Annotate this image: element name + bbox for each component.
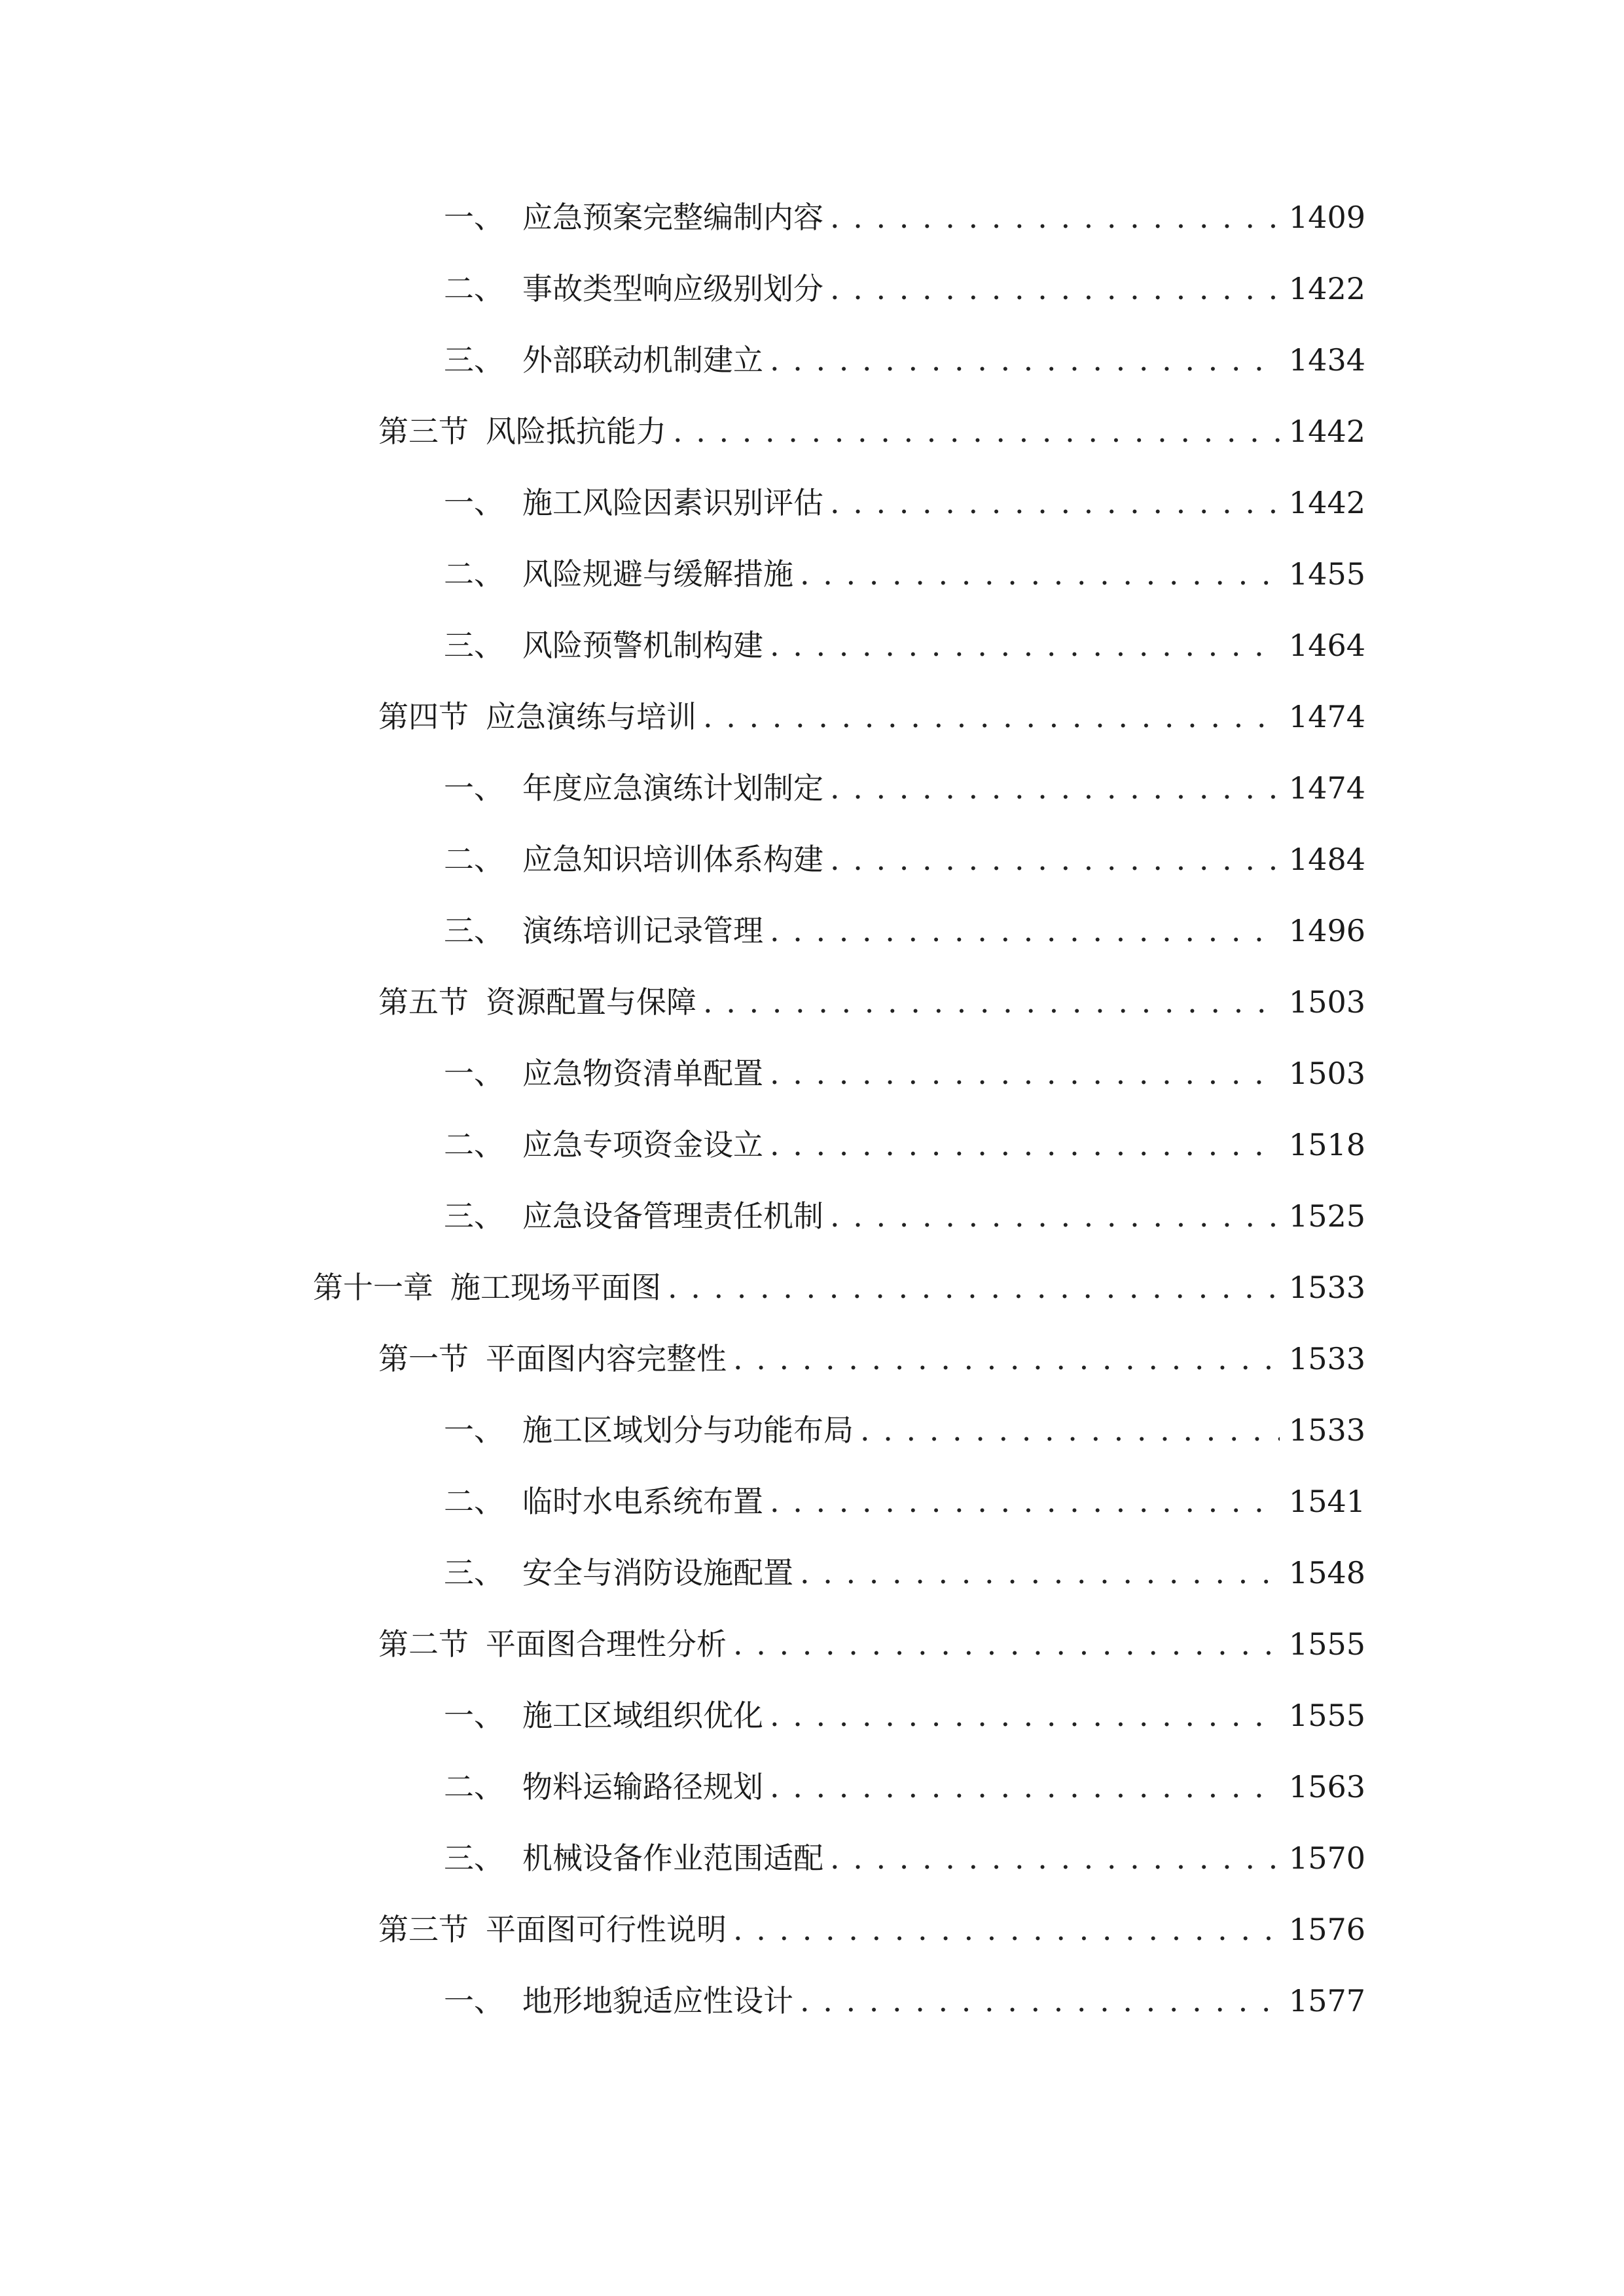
- toc-entry-page: 1484: [1288, 842, 1365, 877]
- toc-entry-page: 1455: [1288, 556, 1365, 592]
- toc-entry[interactable]: [444, 1404, 1365, 1456]
- toc-entry-title: 物料运输路径规划: [522, 1769, 763, 1804]
- toc-entry-number: 一、: [444, 1698, 504, 1733]
- toc-entry-page: 1533: [1288, 1341, 1365, 1376]
- toc-entry-page: 1577: [1288, 1983, 1365, 2018]
- toc-leader-dots: [800, 548, 1280, 600]
- toc-entry-title: 资源配置与保障: [486, 984, 696, 1020]
- toc-leader-dots: [830, 476, 1280, 529]
- toc-entry[interactable]: [313, 1261, 1365, 1314]
- toc-entry[interactable]: [444, 833, 1365, 886]
- toc-entry[interactable]: [444, 1119, 1365, 1171]
- toc-entry-page: 1464: [1288, 628, 1365, 663]
- toc-leader-dots: [770, 1475, 1280, 1528]
- toc-entry-title: 施工区域划分与功能布局: [522, 1412, 854, 1448]
- toc-entry-number: 三、: [444, 342, 504, 378]
- toc-leader-dots: [703, 691, 1280, 743]
- toc-entry-title: 应急预案完整编制内容: [522, 200, 823, 235]
- toc-entry-page: 1434: [1288, 342, 1365, 378]
- toc-leader-dots: [770, 905, 1280, 957]
- toc-entry-page: 1442: [1288, 414, 1365, 449]
- toc-entry-title: 临时水电系统布置: [522, 1484, 763, 1519]
- toc-leader-dots: [830, 191, 1280, 243]
- toc-entry-page: 1576: [1288, 1912, 1365, 1947]
- toc-entry-title: 风险抵抗能力: [486, 414, 666, 449]
- toc-entry[interactable]: [444, 1689, 1365, 1742]
- toc-entry-number: 三、: [444, 628, 504, 663]
- toc-entry-title: 应急物资清单配置: [522, 1056, 763, 1091]
- toc-leader-dots: [733, 1903, 1280, 1956]
- toc-entry-title: 平面图合理性分析: [486, 1626, 727, 1662]
- toc-entry-number: 一、: [444, 1056, 504, 1091]
- toc-entry[interactable]: [444, 191, 1365, 243]
- toc-entry-page: 1442: [1288, 485, 1365, 520]
- toc-entry[interactable]: [378, 1903, 1365, 1956]
- toc-entry-page: 1422: [1288, 271, 1365, 306]
- toc-entry-page: 1541: [1288, 1484, 1365, 1519]
- toc-entry-title: 应急演练与培训: [486, 699, 696, 734]
- toc-entry-number: 第三节: [378, 1912, 469, 1947]
- toc-leader-dots: [770, 1119, 1280, 1171]
- toc-entry-number: 三、: [444, 1555, 504, 1590]
- toc-entry-number: 第五节: [378, 984, 469, 1020]
- toc-entry-page: 1570: [1288, 1840, 1365, 1876]
- toc-entry[interactable]: [444, 1190, 1365, 1242]
- toc-entry-title: 风险预警机制构建: [522, 628, 763, 663]
- toc-entry-page: 1525: [1288, 1198, 1365, 1234]
- toc-entry-title: 施工风险因素识别评估: [522, 485, 823, 520]
- toc-entry-title: 风险规避与缓解措施: [522, 556, 793, 592]
- toc-entry-title: 事故类型响应级别划分: [522, 271, 823, 306]
- toc-entry[interactable]: [444, 1832, 1365, 1884]
- toc-entry-title: 安全与消防设施配置: [522, 1555, 793, 1590]
- toc-entry[interactable]: [444, 476, 1365, 529]
- toc-entry-page: 1555: [1288, 1698, 1365, 1733]
- toc-entry-page: 1563: [1288, 1769, 1365, 1804]
- toc-entry-number: 二、: [444, 1484, 504, 1519]
- toc-entry-title: 年度应急演练计划制定: [522, 770, 823, 806]
- toc-entry-number: 一、: [444, 770, 504, 806]
- toc-entry[interactable]: [444, 334, 1365, 386]
- toc-entry-number: 第一节: [378, 1341, 469, 1376]
- toc-entry-number: 第三节: [378, 414, 469, 449]
- toc-entry-title: 机械设备作业范围适配: [522, 1840, 823, 1876]
- toc-entry[interactable]: [444, 1761, 1365, 1813]
- toc-entry-title: 应急知识培训体系构建: [522, 842, 823, 877]
- toc-entry-number: 二、: [444, 842, 504, 877]
- toc-entry-title: 施工现场平面图: [450, 1270, 661, 1305]
- toc-leader-dots: [733, 1333, 1280, 1385]
- toc-entry[interactable]: [444, 1547, 1365, 1599]
- toc-entry[interactable]: [444, 1975, 1365, 2027]
- toc-leader-dots: [770, 1047, 1280, 1100]
- toc-entry-number: 第二节: [378, 1626, 469, 1662]
- toc-entry-page: 1503: [1288, 984, 1365, 1020]
- toc-leader-dots: [770, 334, 1280, 386]
- toc-entry-page: 1533: [1288, 1412, 1365, 1448]
- toc-leader-dots: [668, 1261, 1280, 1314]
- toc-entry-number: 二、: [444, 1127, 504, 1162]
- toc-entry-title: 平面图可行性说明: [486, 1912, 727, 1947]
- toc-entry-page: 1496: [1288, 913, 1365, 948]
- toc-entry-page: 1555: [1288, 1626, 1365, 1662]
- toc-entry[interactable]: [444, 1047, 1365, 1100]
- toc-leader-dots: [830, 833, 1280, 886]
- toc-entry-number: 二、: [444, 271, 504, 306]
- toc-leader-dots: [800, 1547, 1280, 1599]
- toc-entry-title: 演练培训记录管理: [522, 913, 763, 948]
- toc-leader-dots: [770, 619, 1280, 672]
- toc-leader-dots: [800, 1975, 1280, 2027]
- toc-leader-dots: [770, 1761, 1280, 1813]
- toc-entry[interactable]: [378, 1618, 1365, 1670]
- toc-entry-page: 1533: [1288, 1270, 1365, 1305]
- toc-entry-page: 1518: [1288, 1127, 1365, 1162]
- toc-entry-number: 二、: [444, 1769, 504, 1804]
- toc-entry-title: 应急设备管理责任机制: [522, 1198, 823, 1234]
- toc-entry[interactable]: [444, 548, 1365, 600]
- toc-entry-number: 一、: [444, 1983, 504, 2018]
- toc-leader-dots: [733, 1618, 1280, 1670]
- toc-entry-title: 施工区域组织优化: [522, 1698, 763, 1733]
- toc-leader-dots: [860, 1404, 1280, 1456]
- toc-entry-number: 三、: [444, 1198, 504, 1234]
- toc-entry-page: 1548: [1288, 1555, 1365, 1590]
- toc-entry-number: 一、: [444, 200, 504, 235]
- toc-leader-dots: [830, 1832, 1280, 1884]
- toc-entry-page: 1409: [1288, 200, 1365, 235]
- toc-leader-dots: [830, 262, 1280, 315]
- toc-entry-page: 1474: [1288, 699, 1365, 734]
- toc-entry[interactable]: [378, 405, 1365, 457]
- toc-entry-title: 外部联动机制建立: [522, 342, 763, 378]
- toc-entry-title: 平面图内容完整性: [486, 1341, 727, 1376]
- toc-entry-number: 第十一章: [313, 1270, 433, 1305]
- toc-entry-number: 三、: [444, 1840, 504, 1876]
- toc-entry[interactable]: [378, 976, 1365, 1028]
- toc-leader-dots: [830, 1190, 1280, 1242]
- toc-entry-page: 1474: [1288, 770, 1365, 806]
- toc-entry-page: 1503: [1288, 1056, 1365, 1091]
- toc-entry-number: 一、: [444, 485, 504, 520]
- toc-leader-dots: [703, 976, 1280, 1028]
- toc-entry-number: 第四节: [378, 699, 469, 734]
- toc-entry[interactable]: [378, 691, 1365, 743]
- toc-leader-dots: [830, 762, 1280, 814]
- toc-leader-dots: [770, 1689, 1280, 1742]
- toc-entry-number: 二、: [444, 556, 504, 592]
- toc-entry[interactable]: [378, 1333, 1365, 1385]
- toc-leader-dots: [673, 405, 1280, 457]
- toc-entry[interactable]: [444, 262, 1365, 315]
- toc-entry-number: 一、: [444, 1412, 504, 1448]
- toc-entry[interactable]: [444, 1475, 1365, 1528]
- toc-entry[interactable]: [444, 619, 1365, 672]
- toc-entry-title: 应急专项资金设立: [522, 1127, 763, 1162]
- toc-entry[interactable]: [444, 762, 1365, 814]
- toc-entry-number: 三、: [444, 913, 504, 948]
- toc-entry[interactable]: [444, 905, 1365, 957]
- toc-entry-title: 地形地貌适应性设计: [522, 1983, 793, 2018]
